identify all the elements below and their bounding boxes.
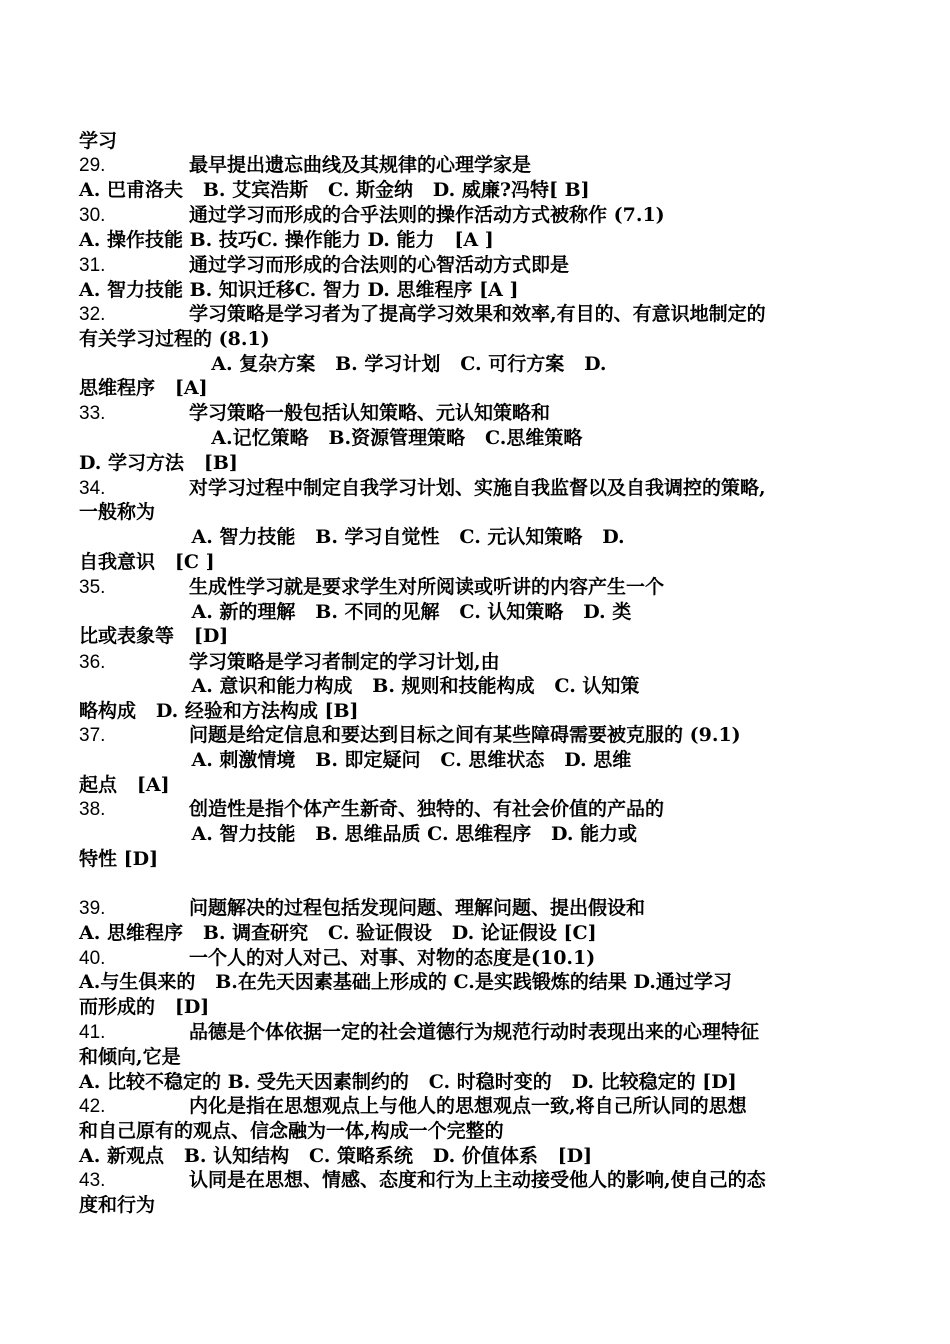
question-number: 38. xyxy=(79,799,106,820)
text-line: A. 比较不稳定的 B. 受先天因素制约的 C. 时稳时变的 D. 比较稳定的 [D] xyxy=(79,1071,737,1093)
question-line xyxy=(79,153,531,177)
text-line: A. 刺激情境 B. 即定疑问 C. 思维状态 D. 思维 xyxy=(79,749,632,771)
question-stem: 生成性学习就是要求学生对所阅读或听讲的内容产生一个 xyxy=(189,576,665,598)
question-stem: 问题解决的过程包括发现问题、理解问题、提出假设和 xyxy=(189,897,646,919)
question-number: 34. xyxy=(79,478,106,499)
question-stem: 通过学习而形成的合乎法则的操作活动方式被称作 (7.1) xyxy=(189,204,665,226)
text-line: 度和行为 xyxy=(79,1194,156,1216)
text-line: A. 巴甫洛夫 B. 艾宾浩斯 C. 斯金纳 D. 威廉?冯特[ B] xyxy=(79,179,590,201)
question-line xyxy=(79,203,665,227)
question-number: 32. xyxy=(79,304,106,325)
question-stem: 内化是指在思想观点上与他人的思想观点一致,将自己所认同的思想 xyxy=(189,1095,747,1117)
question-number: 30. xyxy=(79,205,106,226)
text-line: A.记忆策略 B.资源管理策略 C.思维策略 xyxy=(79,427,583,449)
question-stem: 品德是个体依据一定的社会道德行为规范行动时表现出来的心理特征 xyxy=(189,1021,760,1043)
question-number: 37. xyxy=(79,725,106,746)
text-line: 学习 xyxy=(79,130,118,152)
text-line: A. 操作技能 B. 技巧C. 操作能力 D. 能力 [A ] xyxy=(79,229,494,251)
question-line xyxy=(79,253,569,277)
text-line: 有关学习过程的 (8.1) xyxy=(79,328,270,350)
text-line: 一般称为 xyxy=(79,501,156,523)
text-line: A. 复杂方案 B. 学习计划 C. 可行方案 D. xyxy=(79,353,607,375)
text-line: A.与生俱来的 B.在先天因素基础上形成的 C.是实践锻炼的结果 D.通过学习 xyxy=(79,971,732,993)
question-number: 35. xyxy=(79,577,106,598)
question-stem: 创造性是指个体产生新奇、独特的、有社会价值的产品的 xyxy=(189,798,665,820)
question-line xyxy=(79,946,595,970)
question-number: 40. xyxy=(79,948,106,969)
text-line: A. 新的理解 B. 不同的见解 C. 认知策略 D. 类 xyxy=(79,601,632,623)
question-number: 39. xyxy=(79,898,106,919)
text-line: 特性 [D] xyxy=(79,848,159,870)
question-stem: 最早提出遗忘曲线及其规律的心理学家是 xyxy=(189,154,532,176)
text-line: 思维程序 [A] xyxy=(79,377,208,399)
text-line: D. 学习方法 [B] xyxy=(79,452,238,474)
question-stem: 学习策略是学习者制定的学习计划,由 xyxy=(189,651,500,673)
text-line: 自我意识 [C ] xyxy=(79,551,215,573)
question-line xyxy=(79,476,766,500)
text-line: 而形成的 [D] xyxy=(79,996,210,1018)
text-line: A. 智力技能 B. 学习自觉性 C. 元认知策略 D. xyxy=(79,526,625,548)
text-line: A. 新观点 B. 认知结构 C. 策略系统 D. 价值体系 [D] xyxy=(79,1145,593,1167)
text-line: A. 意识和能力构成 B. 规则和技能构成 C. 认知策 xyxy=(79,675,640,697)
question-number: 33. xyxy=(79,403,106,424)
text-line: 和自己原有的观点、信念融为一体,构成一个完整的 xyxy=(79,1120,504,1142)
question-line xyxy=(79,401,550,425)
text-line: A. 思维程序 B. 调查研究 C. 验证假设 D. 论证假设 [C] xyxy=(79,922,597,944)
question-number: 41. xyxy=(79,1022,106,1043)
text-line: 起点 [A] xyxy=(79,774,170,796)
question-stem: 认同是在思想、情感、态度和行为上主动接受他人的影响,使自己的态 xyxy=(189,1169,766,1191)
question-number: 29. xyxy=(79,155,106,176)
question-stem: 问题是给定信息和要达到目标之间有某些障碍需要被克服的 (9.1) xyxy=(189,724,741,746)
text-line: 略构成 D. 经验和方法构成 [B] xyxy=(79,700,359,722)
question-stem: 对学习过程中制定自我学习计划、实施自我监督以及自我调控的策略, xyxy=(189,477,766,499)
question-line xyxy=(79,575,664,599)
question-line xyxy=(79,1168,766,1192)
question-stem: 学习策略一般包括认知策略、元认知策略和 xyxy=(189,402,551,424)
question-stem: 通过学习而形成的合法则的心智活动方式即是 xyxy=(189,254,570,276)
question-line xyxy=(79,723,741,747)
text-line: A. 智力技能 B. 知识迁移C. 智力 D. 思维程序 [A ] xyxy=(79,279,519,301)
question-line xyxy=(79,797,664,821)
question-line xyxy=(79,1094,747,1118)
question-stem: 一个人的对人对己、对事、对物的态度是(10.1) xyxy=(189,947,596,969)
text-line: A. 智力技能 B. 思维品质 C. 思维程序 D. 能力或 xyxy=(79,823,638,845)
question-number: 42. xyxy=(79,1096,106,1117)
text-line: 比或表象等 [D] xyxy=(79,625,229,647)
question-line xyxy=(79,896,645,920)
question-number: 31. xyxy=(79,255,106,276)
question-number: 43. xyxy=(79,1170,106,1191)
question-line xyxy=(79,302,766,326)
text-line: 和倾向,它是 xyxy=(79,1046,181,1068)
question-number: 36. xyxy=(79,652,106,673)
question-stem: 学习策略是学习者为了提高学习效果和效率,有目的、有意识地制定的 xyxy=(189,303,766,325)
question-line xyxy=(79,650,500,674)
question-line xyxy=(79,1020,759,1044)
